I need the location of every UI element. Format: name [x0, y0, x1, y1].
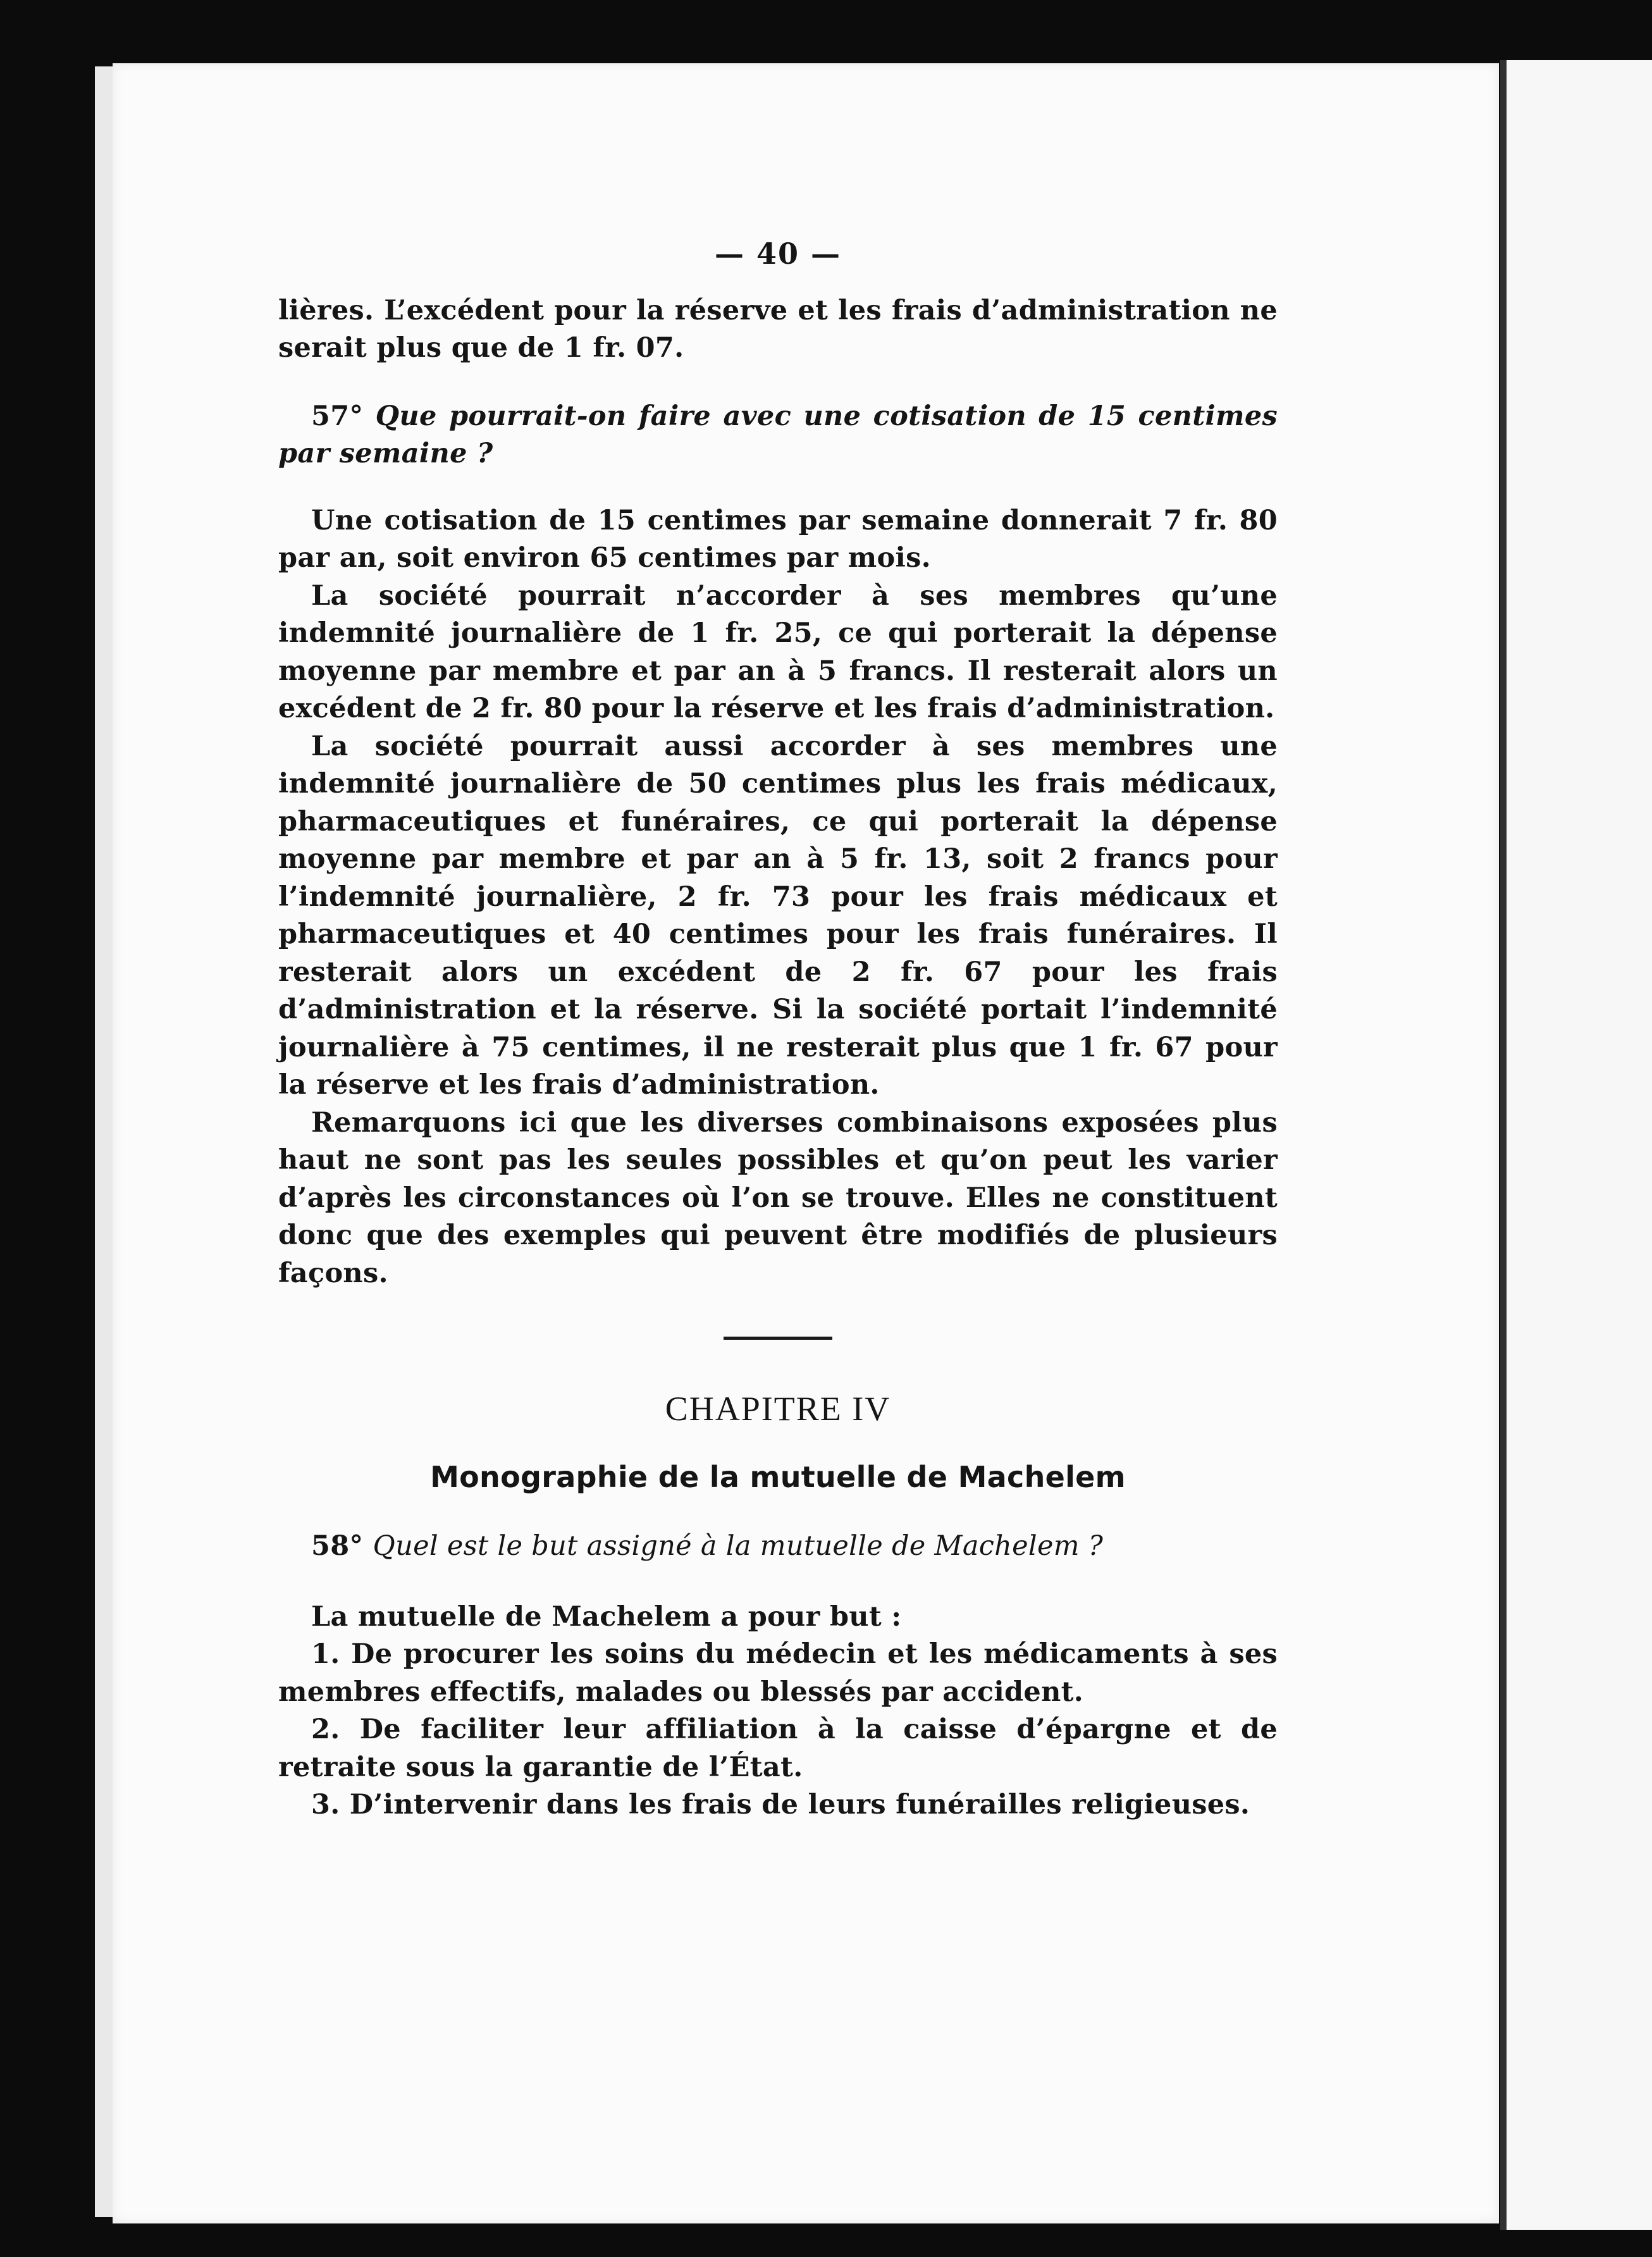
paragraph-continuation: lières. L’excédent pour la réserve et les frais d’administration ne serait plus que de 1 fr. 07.	[278, 294, 1278, 364]
chapter-subtitle: Monographie de la mutuelle de Machelem	[430, 1459, 1126, 1494]
paragraph-cotisation: Une cotisation de 15 centimes par semaine donnerait 7 fr. 80 par an, soit environ 65 centimes par mois.	[278, 504, 1278, 574]
paragraph-indemnite: La société pourrait n’accorder à ses membres qu’une indemnité journalière de 1 fr. 25, ce qui porterait la dépense moyenne par membre et par an à 5 francs. Il resterait alors un excédent de 2 fr. 80 pour la réserve et les frais d’administration.	[278, 579, 1278, 724]
question-number: 58°	[311, 1530, 364, 1562]
question-58	[278, 1528, 1278, 1566]
chapter-title: CHAPITRE IV	[665, 1390, 891, 1428]
list-item: 3. D’intervenir dans les frais de leurs funérailles religieuses.	[311, 1789, 1250, 1821]
page-number: — 40 —	[714, 237, 842, 271]
question-57	[278, 398, 1278, 473]
list-item: 1. De procurer les soins du médecin et les médicaments à ses membres effectifs, malades ou blessés par accident.	[278, 1638, 1278, 1708]
paragraph-frais-medicaux: La société pourrait aussi accorder à ses membres une indemnité journalière de 50 centimes plus les frais médicaux, pharmaceutiques et funéraires, ce qui porterait la dépense moyenne par membre et par an à 5 fr. 13, soit 2 francs pour l’indemnité journalière, 2 fr. 73 pour les frais médicaux et pharmaceutiques et 40 centimes pour les frais funéraires. Il resterait alors un excédent de 2 fr. 67 pour les frais d’administration et la réserve. Si la société portait l’indemnité journalière à 75 centimes, il ne resterait plus que 1 fr. 67 pour la réserve et les frais d’administration.	[278, 730, 1278, 1101]
next-page-edge	[1500, 60, 1652, 2230]
answer-intro: La mutuelle de Machelem a pour but :	[311, 1600, 902, 1633]
paragraph-remarque: Remarquons ici que les diverses combinaisons exposées plus haut ne sont pas les seules possibles et qu’on peut les varier d’après les circonstances où l’on se trouve. Elles ne constituent donc que des exemples qui peuvent être modifiés de plusieurs façons.	[278, 1106, 1278, 1289]
question-text: Quel est le but assigné à la mutuelle de Machelem ?	[373, 1530, 1104, 1562]
question-text: Que pourrait-on faire avec une cotisation de 15 centimes par semaine ?	[278, 400, 1278, 469]
list-item: 2. De faciliter leur affiliation à la caisse d’épargne et de retraite sous la garantie de l’État.	[278, 1714, 1278, 1783]
question-number: 57°	[311, 400, 364, 432]
page-text	[278, 235, 1278, 1824]
section-divider	[724, 1337, 832, 1340]
